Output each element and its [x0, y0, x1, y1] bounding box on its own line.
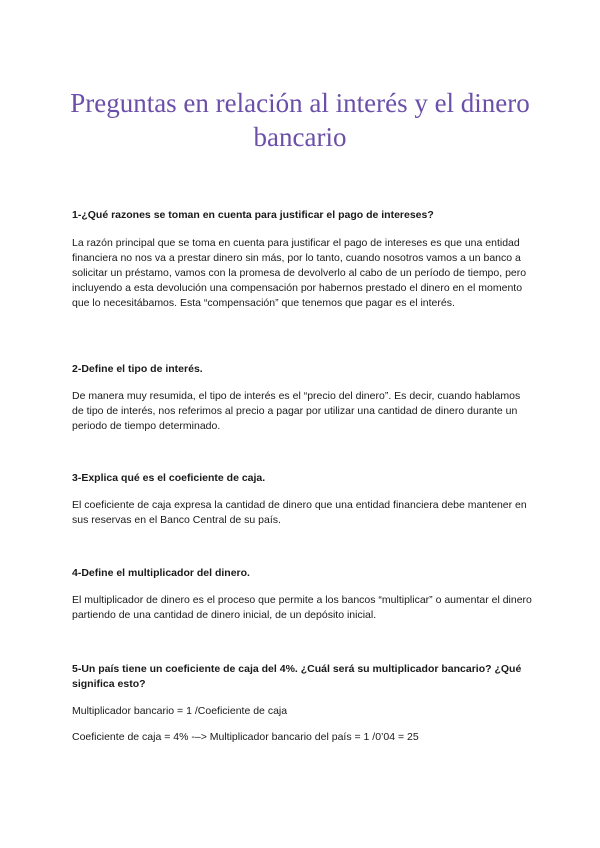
question-5: 5-Un país tiene un coeficiente de caja del 4%. ¿Cuál será su multiplicador bancario? ¿Qué significa esto? — [72, 663, 522, 690]
question-2: 2-Define el tipo de interés. — [72, 363, 203, 375]
question-1: 1-¿Qué razones se toman en cuenta para justificar el pago de intereses? — [72, 209, 434, 221]
question-3: 3-Explica qué es el coeficiente de caja. — [72, 472, 266, 484]
question-4: 4-Define el multiplicador del dinero. — [72, 567, 250, 579]
answer-5-line-1: Multiplicador bancario = 1 /Coeficiente de caja — [72, 705, 288, 717]
document-title: Preguntas en relación al interés y el dinero bancario — [70, 88, 530, 152]
answer-1: La razón principal que se toma en cuenta para justificar el pago de intereses es que una entidad financiera no nos va a prestar dinero sin más, por lo tanto, cuando nosotros vamos a un banco a solicitar un préstamo, vamos con la promesa de devolverlo al cabo de un período de tiempo, pero incluyendo a esta devolución una compensación por habernos prestado el dinero en el momento que lo necesitábamos. Esta “compensación” que tenemos que pagar es el interés. — [72, 237, 527, 309]
answer-3: El coeficiente de caja expresa la cantidad de dinero que una entidad financiera debe mantener en sus reservas en el Banco Central de su país. — [72, 499, 527, 526]
answer-5-line-2: Coeficiente de caja = 4% -–> Multiplicador bancario del país = 1 /0’04 = 25 — [72, 731, 419, 743]
answer-2: De manera muy resumida, el tipo de interés es el “precio del dinero”. Es decir, cuando hablamos de tipo de interés, nos referimos al precio a pagar por utilizar una cantidad de dinero durante un periodo de tiempo determinado. — [72, 390, 521, 432]
answer-4: El multiplicador de dinero es el proceso que permite a los bancos “multiplicar” o aumentar el dinero partiendo de una cantidad de dinero inicial, de un depósito inicial. — [72, 594, 532, 621]
